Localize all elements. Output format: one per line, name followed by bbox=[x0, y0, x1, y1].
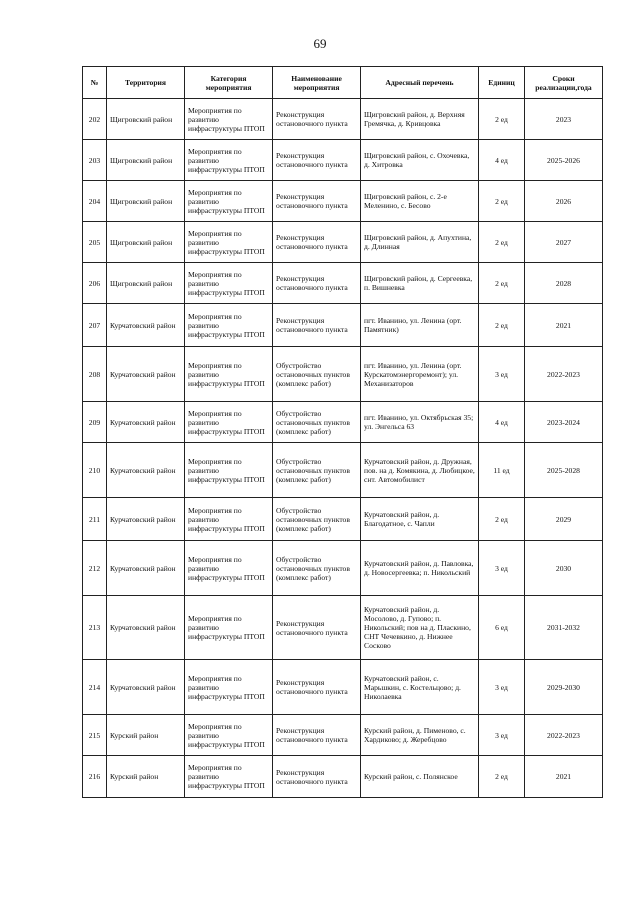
cell-address: Курчатовский район, д. Благодатное, с. Чапли bbox=[361, 498, 479, 541]
cell-units: 2 ед bbox=[479, 222, 525, 263]
cell-period: 2029 bbox=[525, 498, 603, 541]
cell-measure-name: Реконструкция остановочного пункта bbox=[273, 304, 361, 347]
cell-number: 206 bbox=[83, 263, 107, 304]
header-territory: Территория bbox=[107, 67, 185, 99]
cell-address: Курский район, д. Пименово, с. Хардиково; д. Жеребцово bbox=[361, 715, 479, 756]
cell-address: пгт. Иванино, ул. Ленина (орт. Памятник) bbox=[361, 304, 479, 347]
cell-address: Курчатовский район, с. Марьшкин, с. Костельцово; д. Николаевка bbox=[361, 660, 479, 715]
header-implementation-period: Сроки реализации,года bbox=[525, 67, 603, 99]
cell-address: Щигровский район, с. Охочевка, д. Хитровка bbox=[361, 140, 479, 181]
cell-period: 2025-2026 bbox=[525, 140, 603, 181]
header-category: Категория мероприятия bbox=[185, 67, 273, 99]
cell-territory: Щигровский район bbox=[107, 181, 185, 222]
cell-period: 2022-2023 bbox=[525, 715, 603, 756]
cell-units: 2 ед bbox=[479, 181, 525, 222]
cell-period: 2023-2024 bbox=[525, 402, 603, 443]
cell-territory: Щигровский район bbox=[107, 263, 185, 304]
cell-category: Мероприятия по развитию инфраструктуры ПТОП bbox=[185, 263, 273, 304]
cell-territory: Курчатовский район bbox=[107, 443, 185, 498]
cell-category: Мероприятия по развитию инфраструктуры ПТОП bbox=[185, 140, 273, 181]
cell-period: 2025-2028 bbox=[525, 443, 603, 498]
cell-territory: Курчатовский район bbox=[107, 347, 185, 402]
cell-territory: Курчатовский район bbox=[107, 304, 185, 347]
cell-category: Мероприятия по развитию инфраструктуры ПТОП bbox=[185, 99, 273, 140]
cell-period: 2022-2023 bbox=[525, 347, 603, 402]
cell-measure-name: Реконструкция остановочного пункта bbox=[273, 756, 361, 798]
table-row bbox=[83, 304, 603, 347]
cell-units: 3 ед bbox=[479, 715, 525, 756]
table-header-row bbox=[83, 67, 603, 99]
cell-number: 203 bbox=[83, 140, 107, 181]
cell-category: Мероприятия по развитию инфраструктуры ПТОП bbox=[185, 756, 273, 798]
cell-number: 216 bbox=[83, 756, 107, 798]
cell-address: пгт. Иванино, ул. Ленина (орт. Курскатомэнергоремонт); ул. Механизаторов bbox=[361, 347, 479, 402]
cell-address: Щигровский район, д. Сергеевка, п. Вишневка bbox=[361, 263, 479, 304]
cell-period: 2021 bbox=[525, 304, 603, 347]
cell-measure-name: Обустройство остановочных пунктов (комплекс работ) bbox=[273, 347, 361, 402]
cell-number: 210 bbox=[83, 443, 107, 498]
cell-address: Курчатовский район, д. Дружная, пов. на д. Комякина, д. Любицкое, снт. Автомобилист bbox=[361, 443, 479, 498]
cell-number: 214 bbox=[83, 660, 107, 715]
cell-measure-name: Обустройство остановочных пунктов (комплекс работ) bbox=[273, 402, 361, 443]
cell-measure-name: Реконструкция остановочного пункта bbox=[273, 181, 361, 222]
cell-category: Мероприятия по развитию инфраструктуры ПТОП bbox=[185, 402, 273, 443]
table-row bbox=[83, 347, 603, 402]
cell-measure-name: Реконструкция остановочного пункта bbox=[273, 99, 361, 140]
cell-units: 2 ед bbox=[479, 756, 525, 798]
cell-period: 2023 bbox=[525, 99, 603, 140]
cell-measure-name: Реконструкция остановочного пункта bbox=[273, 715, 361, 756]
cell-period: 2027 bbox=[525, 222, 603, 263]
cell-measure-name: Реконструкция остановочного пункта bbox=[273, 596, 361, 660]
cell-period: 2021 bbox=[525, 756, 603, 798]
cell-category: Мероприятия по развитию инфраструктуры ПТОП bbox=[185, 304, 273, 347]
cell-measure-name: Реконструкция остановочного пункта bbox=[273, 263, 361, 304]
cell-period: 2029-2030 bbox=[525, 660, 603, 715]
cell-number: 205 bbox=[83, 222, 107, 263]
table-row bbox=[83, 402, 603, 443]
cell-number: 202 bbox=[83, 99, 107, 140]
cell-number: 211 bbox=[83, 498, 107, 541]
table-row bbox=[83, 715, 603, 756]
cell-category: Мероприятия по развитию инфраструктуры ПТОП bbox=[185, 222, 273, 263]
table-row bbox=[83, 222, 603, 263]
cell-territory: Щигровский район bbox=[107, 222, 185, 263]
cell-territory: Курчатовский район bbox=[107, 402, 185, 443]
cell-units: 3 ед bbox=[479, 347, 525, 402]
cell-address: пгт. Иванино, ул. Октябрьская 35; ул. Энгельса 63 bbox=[361, 402, 479, 443]
cell-period: 2030 bbox=[525, 541, 603, 596]
cell-units: 2 ед bbox=[479, 304, 525, 347]
measures-table bbox=[82, 66, 603, 798]
cell-address: Щигровский район, д. Верхняя Гремячка, д. Кривцовка bbox=[361, 99, 479, 140]
cell-measure-name: Обустройство остановочных пунктов (комплекс работ) bbox=[273, 498, 361, 541]
cell-units: 3 ед bbox=[479, 660, 525, 715]
page-number: 69 bbox=[313, 36, 327, 51]
cell-measure-name: Реконструкция остановочного пункта bbox=[273, 140, 361, 181]
cell-category: Мероприятия по развитию инфраструктуры ПТОП bbox=[185, 715, 273, 756]
cell-category: Мероприятия по развитию инфраструктуры ПТОП bbox=[185, 596, 273, 660]
cell-category: Мероприятия по развитию инфраструктуры ПТОП bbox=[185, 347, 273, 402]
cell-address: Курский район, с. Полянское bbox=[361, 756, 479, 798]
cell-units: 6 ед bbox=[479, 596, 525, 660]
cell-territory: Курчатовский район bbox=[107, 498, 185, 541]
cell-territory: Щигровский район bbox=[107, 99, 185, 140]
cell-category: Мероприятия по развитию инфраструктуры ПТОП bbox=[185, 541, 273, 596]
cell-number: 215 bbox=[83, 715, 107, 756]
cell-address: Щигровский район, д. Апухтина, д. Длинная bbox=[361, 222, 479, 263]
table-row bbox=[83, 660, 603, 715]
table-row bbox=[83, 498, 603, 541]
cell-address: Курчатовский район, д. Мосолово, д. Гупово; п. Никольский; пов на д. Пласкино, СНТ Чечевкино, д. Нижнее Сосково bbox=[361, 596, 479, 660]
table-row bbox=[83, 181, 603, 222]
cell-units: 2 ед bbox=[479, 498, 525, 541]
cell-measure-name: Реконструкция остановочного пункта bbox=[273, 660, 361, 715]
table-row bbox=[83, 443, 603, 498]
table-row bbox=[83, 263, 603, 304]
cell-number: 212 bbox=[83, 541, 107, 596]
header-measure-name: Наименование мероприятия bbox=[273, 67, 361, 99]
header-address-list: Адресный перечень bbox=[361, 67, 479, 99]
cell-units: 3 ед bbox=[479, 541, 525, 596]
cell-territory: Курский район bbox=[107, 756, 185, 798]
cell-territory: Курчатовский район bbox=[107, 541, 185, 596]
cell-period: 2028 bbox=[525, 263, 603, 304]
cell-units: 2 ед bbox=[479, 99, 525, 140]
cell-number: 209 bbox=[83, 402, 107, 443]
cell-territory: Щигровский район bbox=[107, 140, 185, 181]
table-row bbox=[83, 140, 603, 181]
table-row bbox=[83, 541, 603, 596]
cell-address: Щигровский район, с. 2-е Меленино, с. Бесово bbox=[361, 181, 479, 222]
cell-number: 204 bbox=[83, 181, 107, 222]
cell-number: 207 bbox=[83, 304, 107, 347]
cell-measure-name: Реконструкция остановочного пункта bbox=[273, 222, 361, 263]
cell-period: 2026 bbox=[525, 181, 603, 222]
table-row bbox=[83, 756, 603, 798]
cell-category: Мероприятия по развитию инфраструктуры ПТОП bbox=[185, 660, 273, 715]
table-row bbox=[83, 596, 603, 660]
cell-category: Мероприятия по развитию инфраструктуры ПТОП bbox=[185, 443, 273, 498]
cell-measure-name: Обустройство остановочных пунктов (комплекс работ) bbox=[273, 541, 361, 596]
cell-territory: Курчатовский район bbox=[107, 660, 185, 715]
table-body bbox=[83, 99, 603, 798]
cell-period: 2031-2032 bbox=[525, 596, 603, 660]
cell-territory: Курский район bbox=[107, 715, 185, 756]
cell-number: 213 bbox=[83, 596, 107, 660]
header-units: Единиц bbox=[479, 67, 525, 99]
cell-units: 4 ед bbox=[479, 140, 525, 181]
cell-category: Мероприятия по развитию инфраструктуры ПТОП bbox=[185, 498, 273, 541]
cell-category: Мероприятия по развитию инфраструктуры ПТОП bbox=[185, 181, 273, 222]
cell-territory: Курчатовский район bbox=[107, 596, 185, 660]
cell-number: 208 bbox=[83, 347, 107, 402]
cell-address: Курчатовский район, д. Павловка, д. Новосергеевка; п. Никольский bbox=[361, 541, 479, 596]
cell-measure-name: Обустройство остановочных пунктов (комплекс работ) bbox=[273, 443, 361, 498]
cell-units: 11 ед bbox=[479, 443, 525, 498]
cell-units: 2 ед bbox=[479, 263, 525, 304]
header-number: № bbox=[83, 67, 107, 99]
table-row bbox=[83, 99, 603, 140]
cell-units: 4 ед bbox=[479, 402, 525, 443]
